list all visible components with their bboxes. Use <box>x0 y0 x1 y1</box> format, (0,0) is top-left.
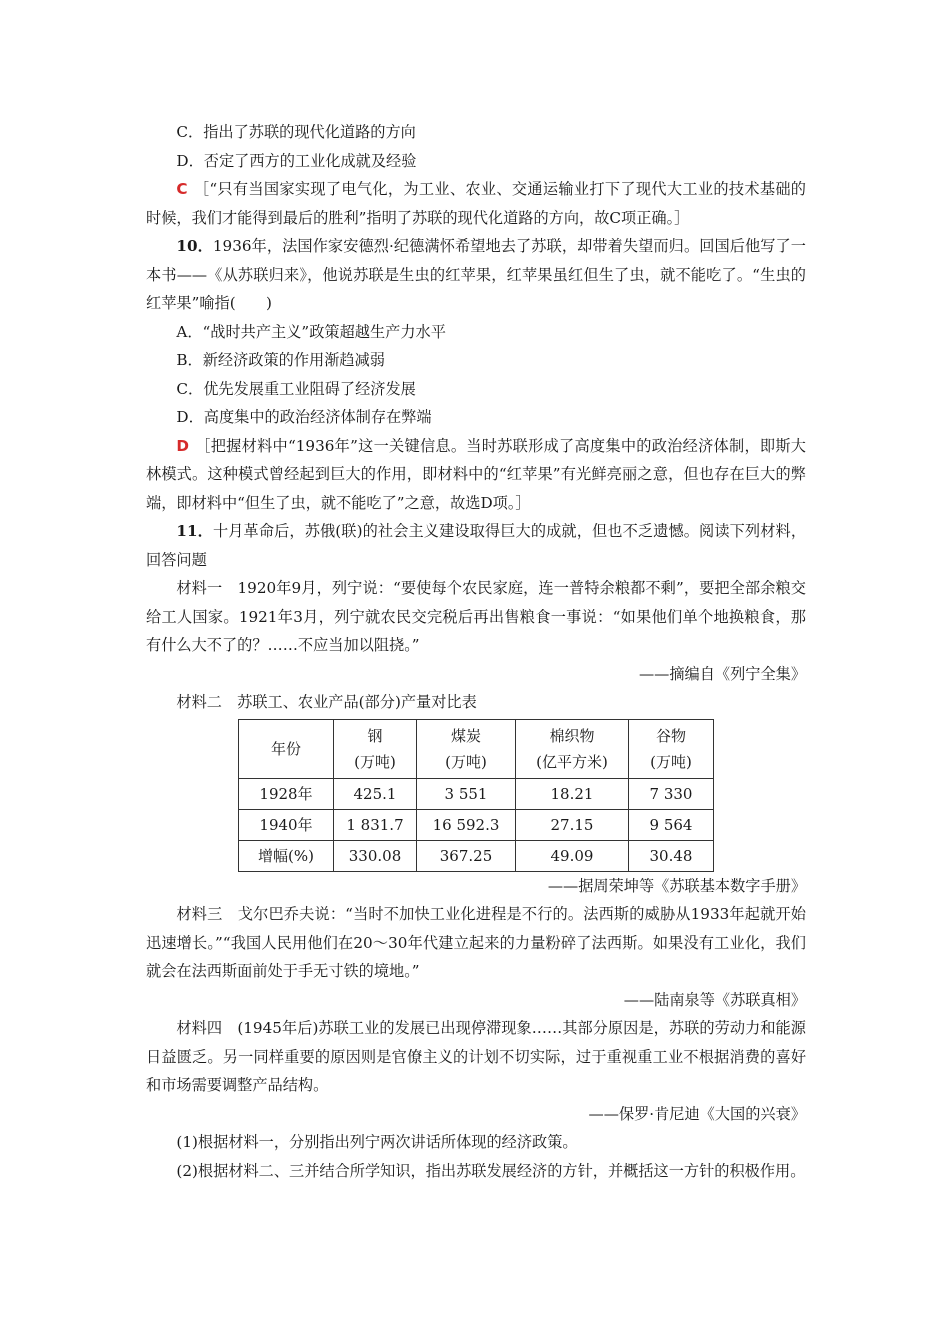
table-header-cell: 棉织物 (亿平方米) <box>516 719 629 778</box>
q10-answer <box>146 432 806 518</box>
q9-option-c: C．指出了苏联的现代化道路的方向 <box>176 123 416 141</box>
table-cell: 49.09 <box>516 840 629 871</box>
q9-option-d: D．否定了西方的工业化成就及经验 <box>176 151 417 170</box>
table-row <box>239 778 714 809</box>
q9-answer-letter: C <box>176 180 188 198</box>
q10-option-b: B．新经济政策的作用渐趋减弱 <box>176 351 385 369</box>
q10-answer-explanation: ［把握材料中“1936年”这一关键信息。当时苏联形成了高度集中的政治经济体制，即斯大林模式。这种模式曾经起到巨大的作用，即材料中的“红苹果”有光鲜亮丽之意，但也存在巨大的弊端，即材料中“但生了虫，就不能吃了”之意，故选D项。］ <box>146 436 806 512</box>
table-cell: 425.1 <box>334 778 417 809</box>
material-2-caption: 材料二 苏联工、农业产品(部分)产量对比表 <box>176 693 477 711</box>
q11-stem <box>146 517 806 574</box>
table-cell: 9 564 <box>629 809 714 840</box>
q10-option-c: C．优先发展重工业阻碍了经济发展 <box>176 379 416 398</box>
q11-number: 11． <box>176 522 213 540</box>
table-cell: 367.25 <box>417 840 516 871</box>
material-1-source: ——摘编自《列宁全集》 <box>638 664 806 683</box>
q10-number: 10． <box>176 237 213 255</box>
q9-answer <box>146 175 806 232</box>
table-cell: 1 831.7 <box>334 809 417 840</box>
table-header-cell: 钢 (万吨) <box>334 719 417 778</box>
material-4: 材料四 (1945年后)苏联工业的发展已出现停滞现象……其部分原因是，苏联的劳动力和能源日益匮乏。另一同样重要的原因则是官僚主义的计划不切实际，过于重视重工业不根据消费的喜好和市场需要调整产品结构。 <box>146 1019 806 1094</box>
table-cell: 1940年 <box>239 809 334 840</box>
sub-question-2: (2)根据材料二、三并结合所学知识，指出苏联发展经济的方针，并概括这一方针的积极作用。 <box>176 1161 806 1180</box>
table-header-cell: 年份 <box>239 719 334 778</box>
material-1: 材料一 1920年9月，列宁说：“要使每个农民家庭，连一普特余粮都不剩”，要把全部余粮交给工人国家。1921年3月，列宁就农民交完税后再出售粮食一事说：“如果他们单个地换粮食，那有什么大不了的？……不应当加以阻挠。” <box>146 579 806 654</box>
table-cell: 3 551 <box>417 778 516 809</box>
table-cell: 30.48 <box>629 840 714 871</box>
q10-option-a: A．“战时共产主义”政策超越生产力水平 <box>176 322 446 341</box>
table-header-cell: 煤炭 (万吨) <box>417 719 516 778</box>
q9-answer-explanation: ［“只有当国家实现了电气化，为工业、农业、交通运输业打下了现代大工业的技术基础的时候，我们才能得到最后的胜利”指明了苏联的现代化道路的方向，故C项正确。］ <box>146 180 806 227</box>
table-cell: 16 592.3 <box>417 809 516 840</box>
table-header-cell: 谷物 (万吨) <box>629 719 714 778</box>
table-header-row <box>239 719 714 778</box>
q10-answer-letter: D <box>176 436 189 455</box>
material-2-source: ——据周荣坤等《苏联基本数字手册》 <box>547 876 806 895</box>
material-3-source: ——陆南泉等《苏联真相》 <box>623 990 806 1009</box>
material-4-source: ——保罗·肯尼迪《大国的兴衰》 <box>588 1104 806 1123</box>
q11-stem-text: 十月革命后，苏俄(联)的社会主义建设取得巨大的成就，但也不乏遗憾。阅读下列材料，回答问题 <box>146 522 807 569</box>
table-cell: 7 330 <box>629 778 714 809</box>
q10-stem <box>146 232 806 318</box>
table-cell: 增幅(%) <box>239 840 334 871</box>
q10-stem-text: 1936年，法国作家安德烈·纪德满怀希望地去了苏联，却带着失望而归。回国后他写了一本书——《从苏联归来》，他说苏联是生虫的红苹果，红苹果虽红但生了虫，就不能吃了。“生虫的红苹果”喻指( ) <box>146 237 806 312</box>
table-row <box>239 809 714 840</box>
sub-question-1: (1)根据材料一，分别指出列宁两次讲话所体现的经济政策。 <box>176 1133 578 1151</box>
table-cell: 27.15 <box>516 809 629 840</box>
table-row <box>239 840 714 871</box>
material-3: 材料三 戈尔巴乔夫说：“当时不加快工业化进程是不行的。法西斯的威胁从1933年起就开始迅速增长。”“我国人民用他们在20～30年代建立起来的力量粉碎了法西斯。如果没有工业化，我们就会在法西斯面前处于手无寸铁的境地。” <box>146 905 806 980</box>
document-page <box>146 118 806 1185</box>
q10-option-d: D．高度集中的政治经济体制存在弊端 <box>176 408 432 426</box>
production-comparison-table <box>238 719 714 872</box>
table-cell: 330.08 <box>334 840 417 871</box>
table-cell: 1928年 <box>239 778 334 809</box>
table-cell: 18.21 <box>516 778 629 809</box>
